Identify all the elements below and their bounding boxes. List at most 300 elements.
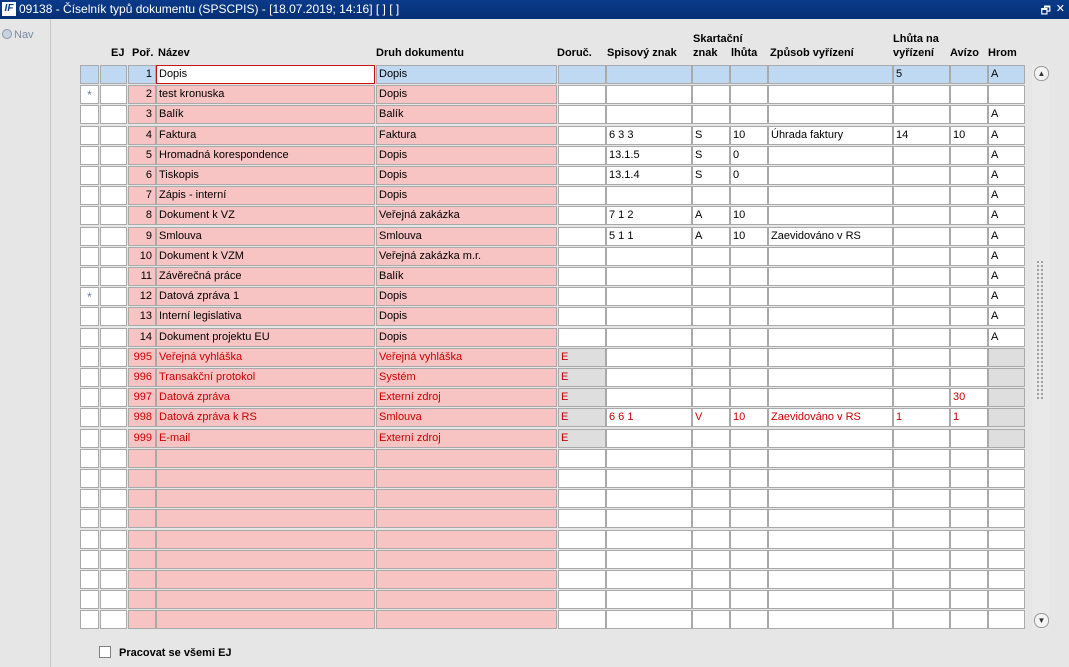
- row-marker[interactable]: [80, 408, 99, 427]
- cell-ej[interactable]: [100, 126, 127, 145]
- cell-por[interactable]: 4: [128, 126, 156, 145]
- cell-zpusob-vyrizeni[interactable]: [768, 429, 893, 448]
- cell-avizo[interactable]: [950, 509, 988, 528]
- cell-zpusob-vyrizeni[interactable]: [768, 146, 893, 165]
- cell-spisovy-znak[interactable]: [606, 368, 692, 387]
- cell-doruc[interactable]: [558, 570, 606, 589]
- cell-doruc[interactable]: [558, 610, 606, 629]
- cell-lhuta-vyrizeni[interactable]: [893, 227, 950, 246]
- cell-ej[interactable]: [100, 206, 127, 225]
- row-marker[interactable]: [80, 530, 99, 549]
- cell-druh[interactable]: Balík: [376, 105, 557, 124]
- row-marker[interactable]: [80, 429, 99, 448]
- row-marker[interactable]: [80, 368, 99, 387]
- cell-ej[interactable]: [100, 610, 127, 629]
- cell-hrom[interactable]: A: [988, 126, 1025, 145]
- cell-skartacni-znak[interactable]: [692, 550, 730, 569]
- row-marker[interactable]: [80, 105, 99, 124]
- cell-spisovy-znak[interactable]: [606, 186, 692, 205]
- cell-lhuta-vyrizeni[interactable]: [893, 166, 950, 185]
- cell-por[interactable]: 12: [128, 287, 156, 306]
- cell-lhuta-vyrizeni[interactable]: [893, 570, 950, 589]
- cell-spisovy-znak[interactable]: [606, 509, 692, 528]
- cell-por[interactable]: 7: [128, 186, 156, 205]
- cell-druh[interactable]: Veřejná zakázka m.r.: [376, 247, 557, 266]
- cell-skartacni-znak[interactable]: [692, 590, 730, 609]
- cell-ej[interactable]: [100, 307, 127, 326]
- cell-por[interactable]: 13: [128, 307, 156, 326]
- cell-ej[interactable]: [100, 247, 127, 266]
- cell-zpusob-vyrizeni[interactable]: [768, 610, 893, 629]
- cell-skartacni-lhuta[interactable]: 10: [730, 206, 768, 225]
- cell-spisovy-znak[interactable]: 13.1.5: [606, 146, 692, 165]
- cell-por[interactable]: 8: [128, 206, 156, 225]
- cell-avizo[interactable]: [950, 368, 988, 387]
- cell-zpusob-vyrizeni[interactable]: [768, 206, 893, 225]
- cell-skartacni-lhuta[interactable]: [730, 449, 768, 468]
- cell-skartacni-lhuta[interactable]: [730, 186, 768, 205]
- cell-spisovy-znak[interactable]: [606, 105, 692, 124]
- cell-hrom[interactable]: [988, 590, 1025, 609]
- cell-skartacni-znak[interactable]: [692, 65, 730, 84]
- cell-spisovy-znak[interactable]: 6 6 1: [606, 408, 692, 427]
- cell-skartacni-lhuta[interactable]: 10: [730, 126, 768, 145]
- cell-avizo[interactable]: [950, 610, 988, 629]
- cell-skartacni-znak[interactable]: A: [692, 206, 730, 225]
- cell-avizo[interactable]: 30: [950, 388, 988, 407]
- cell-lhuta-vyrizeni[interactable]: [893, 509, 950, 528]
- cell-lhuta-vyrizeni[interactable]: [893, 328, 950, 347]
- cell-ej[interactable]: [100, 550, 127, 569]
- cell-skartacni-lhuta[interactable]: [730, 85, 768, 104]
- cell-skartacni-lhuta[interactable]: [730, 348, 768, 367]
- cell-avizo[interactable]: [950, 429, 988, 448]
- cell-hrom[interactable]: A: [988, 166, 1025, 185]
- cell-spisovy-znak[interactable]: [606, 429, 692, 448]
- cell-lhuta-vyrizeni[interactable]: [893, 429, 950, 448]
- row-marker[interactable]: [80, 227, 99, 246]
- cell-zpusob-vyrizeni[interactable]: [768, 85, 893, 104]
- cell-hrom[interactable]: [988, 85, 1025, 104]
- cell-lhuta-vyrizeni[interactable]: [893, 146, 950, 165]
- row-marker[interactable]: [80, 570, 99, 589]
- cell-avizo[interactable]: [950, 247, 988, 266]
- cell-skartacni-lhuta[interactable]: [730, 570, 768, 589]
- cell-nazev[interactable]: Zápis - interní: [156, 186, 375, 205]
- cell-skartacni-znak[interactable]: S: [692, 146, 730, 165]
- cell-skartacni-znak[interactable]: [692, 489, 730, 508]
- cell-zpusob-vyrizeni[interactable]: [768, 186, 893, 205]
- cell-lhuta-vyrizeni[interactable]: [893, 530, 950, 549]
- cell-avizo[interactable]: [950, 530, 988, 549]
- cell-zpusob-vyrizeni[interactable]: [768, 267, 893, 286]
- cell-druh[interactable]: [376, 570, 557, 589]
- cell-ej[interactable]: [100, 388, 127, 407]
- cell-por[interactable]: 998: [128, 408, 156, 427]
- cell-zpusob-vyrizeni[interactable]: Zaevidováno v RS: [768, 227, 893, 246]
- cell-lhuta-vyrizeni[interactable]: [893, 368, 950, 387]
- cell-nazev[interactable]: [156, 610, 375, 629]
- cell-lhuta-vyrizeni[interactable]: [893, 348, 950, 367]
- cell-hrom[interactable]: [988, 509, 1025, 528]
- cell-por[interactable]: [128, 610, 156, 629]
- cell-por[interactable]: [128, 570, 156, 589]
- cell-nazev[interactable]: Smlouva: [156, 227, 375, 246]
- cell-avizo[interactable]: 10: [950, 126, 988, 145]
- cell-ej[interactable]: [100, 146, 127, 165]
- cell-doruc[interactable]: E: [558, 368, 606, 387]
- cell-spisovy-znak[interactable]: [606, 449, 692, 468]
- cell-zpusob-vyrizeni[interactable]: [768, 328, 893, 347]
- scroll-grip[interactable]: [1036, 260, 1045, 400]
- cell-avizo[interactable]: [950, 469, 988, 488]
- cell-skartacni-znak[interactable]: [692, 287, 730, 306]
- cell-ej[interactable]: [100, 65, 127, 84]
- row-marker[interactable]: [80, 328, 99, 347]
- cell-skartacni-znak[interactable]: [692, 186, 730, 205]
- close-icon[interactable]: ✕: [1055, 3, 1065, 15]
- cell-hrom[interactable]: [988, 388, 1025, 407]
- cell-spisovy-znak[interactable]: 5 1 1: [606, 227, 692, 246]
- cell-ej[interactable]: [100, 368, 127, 387]
- cell-ej[interactable]: [100, 227, 127, 246]
- cell-nazev[interactable]: Tiskopis: [156, 166, 375, 185]
- cell-spisovy-znak[interactable]: [606, 489, 692, 508]
- cell-lhuta-vyrizeni[interactable]: [893, 105, 950, 124]
- cell-spisovy-znak[interactable]: [606, 328, 692, 347]
- cell-hrom[interactable]: [988, 368, 1025, 387]
- cell-por[interactable]: 11: [128, 267, 156, 286]
- cell-ej[interactable]: [100, 429, 127, 448]
- cell-zpusob-vyrizeni[interactable]: Zaevidováno v RS: [768, 408, 893, 427]
- cell-nazev[interactable]: Dokument k VZ: [156, 206, 375, 225]
- row-marker[interactable]: [80, 307, 99, 326]
- cell-nazev[interactable]: Datová zpráva k RS: [156, 408, 375, 427]
- cell-avizo[interactable]: [950, 328, 988, 347]
- cell-doruc[interactable]: [558, 530, 606, 549]
- cell-doruc[interactable]: [558, 65, 606, 84]
- cell-hrom[interactable]: [988, 570, 1025, 589]
- cell-doruc[interactable]: [558, 489, 606, 508]
- cell-skartacni-znak[interactable]: [692, 509, 730, 528]
- cell-avizo[interactable]: [950, 65, 988, 84]
- cell-skartacni-znak[interactable]: [692, 348, 730, 367]
- cell-lhuta-vyrizeni[interactable]: [893, 85, 950, 104]
- cell-druh[interactable]: [376, 550, 557, 569]
- cell-lhuta-vyrizeni[interactable]: [893, 388, 950, 407]
- cell-doruc[interactable]: [558, 328, 606, 347]
- row-marker[interactable]: [80, 166, 99, 185]
- cell-skartacni-znak[interactable]: [692, 328, 730, 347]
- cell-zpusob-vyrizeni[interactable]: [768, 307, 893, 326]
- cell-druh[interactable]: Dopis: [376, 166, 557, 185]
- cell-lhuta-vyrizeni[interactable]: [893, 206, 950, 225]
- cell-avizo[interactable]: [950, 307, 988, 326]
- cell-por[interactable]: 14: [128, 328, 156, 347]
- cell-nazev[interactable]: [156, 449, 375, 468]
- cell-nazev[interactable]: Balík: [156, 105, 375, 124]
- cell-spisovy-znak[interactable]: 13.1.4: [606, 166, 692, 185]
- cell-lhuta-vyrizeni[interactable]: 14: [893, 126, 950, 145]
- cell-spisovy-znak[interactable]: [606, 469, 692, 488]
- cell-avizo[interactable]: [950, 489, 988, 508]
- cell-por[interactable]: 5: [128, 146, 156, 165]
- cell-nazev[interactable]: Dokument projektu EU: [156, 328, 375, 347]
- row-marker[interactable]: [80, 449, 99, 468]
- cell-avizo[interactable]: [950, 166, 988, 185]
- cell-nazev[interactable]: [156, 469, 375, 488]
- cell-zpusob-vyrizeni[interactable]: [768, 489, 893, 508]
- cell-zpusob-vyrizeni[interactable]: [768, 287, 893, 306]
- cell-lhuta-vyrizeni[interactable]: 1: [893, 408, 950, 427]
- cell-spisovy-znak[interactable]: [606, 610, 692, 629]
- cell-druh[interactable]: Veřejná vyhláška: [376, 348, 557, 367]
- cell-doruc[interactable]: E: [558, 348, 606, 367]
- cell-druh[interactable]: Balík: [376, 267, 557, 286]
- cell-spisovy-znak[interactable]: [606, 287, 692, 306]
- cell-lhuta-vyrizeni[interactable]: [893, 307, 950, 326]
- cell-avizo[interactable]: [950, 570, 988, 589]
- cell-spisovy-znak[interactable]: [606, 570, 692, 589]
- cell-spisovy-znak[interactable]: [606, 267, 692, 286]
- cell-skartacni-lhuta[interactable]: [730, 509, 768, 528]
- cell-hrom[interactable]: A: [988, 146, 1025, 165]
- cell-ej[interactable]: [100, 469, 127, 488]
- cell-hrom[interactable]: A: [988, 186, 1025, 205]
- cell-skartacni-znak[interactable]: S: [692, 166, 730, 185]
- row-marker[interactable]: [80, 469, 99, 488]
- cell-doruc[interactable]: [558, 267, 606, 286]
- cell-ej[interactable]: [100, 328, 127, 347]
- cell-druh[interactable]: Smlouva: [376, 408, 557, 427]
- cell-skartacni-lhuta[interactable]: [730, 328, 768, 347]
- cell-doruc[interactable]: [558, 166, 606, 185]
- cell-skartacni-znak[interactable]: [692, 449, 730, 468]
- cell-skartacni-znak[interactable]: V: [692, 408, 730, 427]
- cell-skartacni-lhuta[interactable]: [730, 105, 768, 124]
- cell-ej[interactable]: [100, 590, 127, 609]
- cell-skartacni-lhuta[interactable]: [730, 287, 768, 306]
- cell-avizo[interactable]: [950, 550, 988, 569]
- cell-por[interactable]: [128, 489, 156, 508]
- row-marker[interactable]: [80, 388, 99, 407]
- cell-nazev[interactable]: [156, 570, 375, 589]
- cell-hrom[interactable]: [988, 429, 1025, 448]
- cell-doruc[interactable]: [558, 307, 606, 326]
- cell-por[interactable]: [128, 509, 156, 528]
- cell-zpusob-vyrizeni[interactable]: [768, 590, 893, 609]
- cell-hrom[interactable]: [988, 550, 1025, 569]
- cell-spisovy-znak[interactable]: [606, 307, 692, 326]
- cell-skartacni-lhuta[interactable]: [730, 388, 768, 407]
- row-marker[interactable]: [80, 489, 99, 508]
- cell-skartacni-znak[interactable]: [692, 85, 730, 104]
- cell-skartacni-lhuta[interactable]: [730, 530, 768, 549]
- cell-nazev[interactable]: test kronuska: [156, 85, 375, 104]
- cell-zpusob-vyrizeni[interactable]: [768, 348, 893, 367]
- cell-skartacni-znak[interactable]: [692, 247, 730, 266]
- cell-ej[interactable]: [100, 509, 127, 528]
- cell-skartacni-lhuta[interactable]: [730, 429, 768, 448]
- cell-ej[interactable]: [100, 105, 127, 124]
- cell-nazev[interactable]: Veřejná vyhláška: [156, 348, 375, 367]
- cell-nazev[interactable]: E-mail: [156, 429, 375, 448]
- all-ej-checkbox[interactable]: [99, 646, 111, 658]
- row-marker[interactable]: [80, 247, 99, 266]
- cell-spisovy-znak[interactable]: [606, 85, 692, 104]
- cell-skartacni-lhuta[interactable]: 10: [730, 408, 768, 427]
- cell-avizo[interactable]: [950, 267, 988, 286]
- cell-nazev[interactable]: Datová zpráva 1: [156, 287, 375, 306]
- cell-skartacni-znak[interactable]: [692, 469, 730, 488]
- row-marker[interactable]: [80, 126, 99, 145]
- row-marker[interactable]: [80, 267, 99, 286]
- cell-skartacni-znak[interactable]: [692, 368, 730, 387]
- row-marker[interactable]: [80, 550, 99, 569]
- cell-ej[interactable]: [100, 348, 127, 367]
- cell-skartacni-lhuta[interactable]: [730, 610, 768, 629]
- cell-lhuta-vyrizeni[interactable]: [893, 489, 950, 508]
- cell-spisovy-znak[interactable]: [606, 530, 692, 549]
- cell-skartacni-lhuta[interactable]: [730, 247, 768, 266]
- cell-skartacni-lhuta[interactable]: 0: [730, 166, 768, 185]
- cell-lhuta-vyrizeni[interactable]: [893, 267, 950, 286]
- cell-por[interactable]: [128, 469, 156, 488]
- cell-druh[interactable]: Dopis: [376, 186, 557, 205]
- cell-ej[interactable]: [100, 287, 127, 306]
- cell-skartacni-lhuta[interactable]: [730, 368, 768, 387]
- cell-hrom[interactable]: [988, 469, 1025, 488]
- cell-doruc[interactable]: E: [558, 408, 606, 427]
- cell-nazev[interactable]: [156, 509, 375, 528]
- cell-skartacni-znak[interactable]: [692, 570, 730, 589]
- cell-druh[interactable]: [376, 449, 557, 468]
- cell-lhuta-vyrizeni[interactable]: [893, 550, 950, 569]
- cell-druh[interactable]: [376, 509, 557, 528]
- cell-avizo[interactable]: [950, 206, 988, 225]
- cell-por[interactable]: 3: [128, 105, 156, 124]
- cell-skartacni-znak[interactable]: A: [692, 227, 730, 246]
- cell-avizo[interactable]: [950, 146, 988, 165]
- cell-nazev[interactable]: Interní legislativa: [156, 307, 375, 326]
- row-marker[interactable]: [80, 348, 99, 367]
- cell-druh[interactable]: Smlouva: [376, 227, 557, 246]
- cell-doruc[interactable]: [558, 146, 606, 165]
- cell-skartacni-lhuta[interactable]: [730, 550, 768, 569]
- cell-hrom[interactable]: A: [988, 287, 1025, 306]
- cell-skartacni-lhuta[interactable]: 10: [730, 227, 768, 246]
- row-marker[interactable]: *: [80, 287, 99, 306]
- cell-skartacni-lhuta[interactable]: [730, 469, 768, 488]
- cell-doruc[interactable]: E: [558, 388, 606, 407]
- cell-hrom[interactable]: A: [988, 267, 1025, 286]
- cell-hrom[interactable]: A: [988, 307, 1025, 326]
- cell-hrom[interactable]: A: [988, 65, 1025, 84]
- cell-spisovy-znak[interactable]: [606, 348, 692, 367]
- cell-hrom[interactable]: A: [988, 105, 1025, 124]
- cell-zpusob-vyrizeni[interactable]: [768, 550, 893, 569]
- cell-por[interactable]: [128, 550, 156, 569]
- restore-window-icon[interactable]: 🗗: [1040, 5, 1051, 17]
- cell-zpusob-vyrizeni[interactable]: [768, 388, 893, 407]
- cell-doruc[interactable]: [558, 469, 606, 488]
- cell-zpusob-vyrizeni[interactable]: [768, 449, 893, 468]
- cell-druh[interactable]: [376, 590, 557, 609]
- cell-lhuta-vyrizeni[interactable]: [893, 469, 950, 488]
- cell-por[interactable]: 999: [128, 429, 156, 448]
- cell-lhuta-vyrizeni[interactable]: [893, 287, 950, 306]
- cell-nazev[interactable]: [156, 590, 375, 609]
- cell-avizo[interactable]: [950, 227, 988, 246]
- cell-druh[interactable]: Dopis: [376, 85, 557, 104]
- cell-skartacni-lhuta[interactable]: [730, 65, 768, 84]
- cell-druh[interactable]: Externí zdroj: [376, 388, 557, 407]
- cell-skartacni-lhuta[interactable]: [730, 267, 768, 286]
- row-marker[interactable]: *: [80, 85, 99, 104]
- cell-doruc[interactable]: [558, 186, 606, 205]
- row-marker[interactable]: [80, 186, 99, 205]
- cell-nazev[interactable]: Závěrečná práce: [156, 267, 375, 286]
- cell-ej[interactable]: [100, 449, 127, 468]
- cell-doruc[interactable]: [558, 287, 606, 306]
- cell-ej[interactable]: [100, 530, 127, 549]
- cell-skartacni-znak[interactable]: [692, 307, 730, 326]
- cell-doruc[interactable]: [558, 247, 606, 266]
- cell-avizo[interactable]: [950, 287, 988, 306]
- cell-druh[interactable]: Dopis: [376, 307, 557, 326]
- cell-hrom[interactable]: [988, 610, 1025, 629]
- cell-druh[interactable]: Dopis: [376, 287, 557, 306]
- cell-doruc[interactable]: [558, 105, 606, 124]
- cell-zpusob-vyrizeni[interactable]: [768, 509, 893, 528]
- cell-doruc[interactable]: E: [558, 429, 606, 448]
- cell-doruc[interactable]: [558, 509, 606, 528]
- vertical-scrollbar[interactable]: [1032, 64, 1049, 630]
- cell-skartacni-znak[interactable]: [692, 429, 730, 448]
- cell-doruc[interactable]: [558, 590, 606, 609]
- row-marker[interactable]: [80, 65, 99, 84]
- cell-spisovy-znak[interactable]: [606, 65, 692, 84]
- cell-doruc[interactable]: [558, 227, 606, 246]
- cell-skartacni-znak[interactable]: [692, 610, 730, 629]
- cell-skartacni-znak[interactable]: S: [692, 126, 730, 145]
- cell-zpusob-vyrizeni[interactable]: [768, 166, 893, 185]
- cell-ej[interactable]: [100, 85, 127, 104]
- cell-druh[interactable]: [376, 489, 557, 508]
- cell-zpusob-vyrizeni[interactable]: Úhrada faktury: [768, 126, 893, 145]
- cell-nazev[interactable]: [156, 489, 375, 508]
- cell-ej[interactable]: [100, 267, 127, 286]
- cell-ej[interactable]: [100, 166, 127, 185]
- cell-zpusob-vyrizeni[interactable]: [768, 65, 893, 84]
- cell-druh[interactable]: Dopis: [376, 65, 557, 84]
- cell-por[interactable]: 6: [128, 166, 156, 185]
- cell-druh[interactable]: Veřejná zakázka: [376, 206, 557, 225]
- cell-druh[interactable]: [376, 530, 557, 549]
- cell-skartacni-znak[interactable]: [692, 105, 730, 124]
- cell-lhuta-vyrizeni[interactable]: [893, 247, 950, 266]
- cell-avizo[interactable]: [950, 186, 988, 205]
- cell-druh[interactable]: [376, 469, 557, 488]
- cell-lhuta-vyrizeni[interactable]: [893, 590, 950, 609]
- cell-skartacni-znak[interactable]: [692, 388, 730, 407]
- cell-doruc[interactable]: [558, 449, 606, 468]
- cell-nazev[interactable]: Dokument k VZM: [156, 247, 375, 266]
- cell-ej[interactable]: [100, 570, 127, 589]
- cell-skartacni-lhuta[interactable]: [730, 590, 768, 609]
- cell-lhuta-vyrizeni[interactable]: [893, 186, 950, 205]
- cell-skartacni-lhuta[interactable]: [730, 307, 768, 326]
